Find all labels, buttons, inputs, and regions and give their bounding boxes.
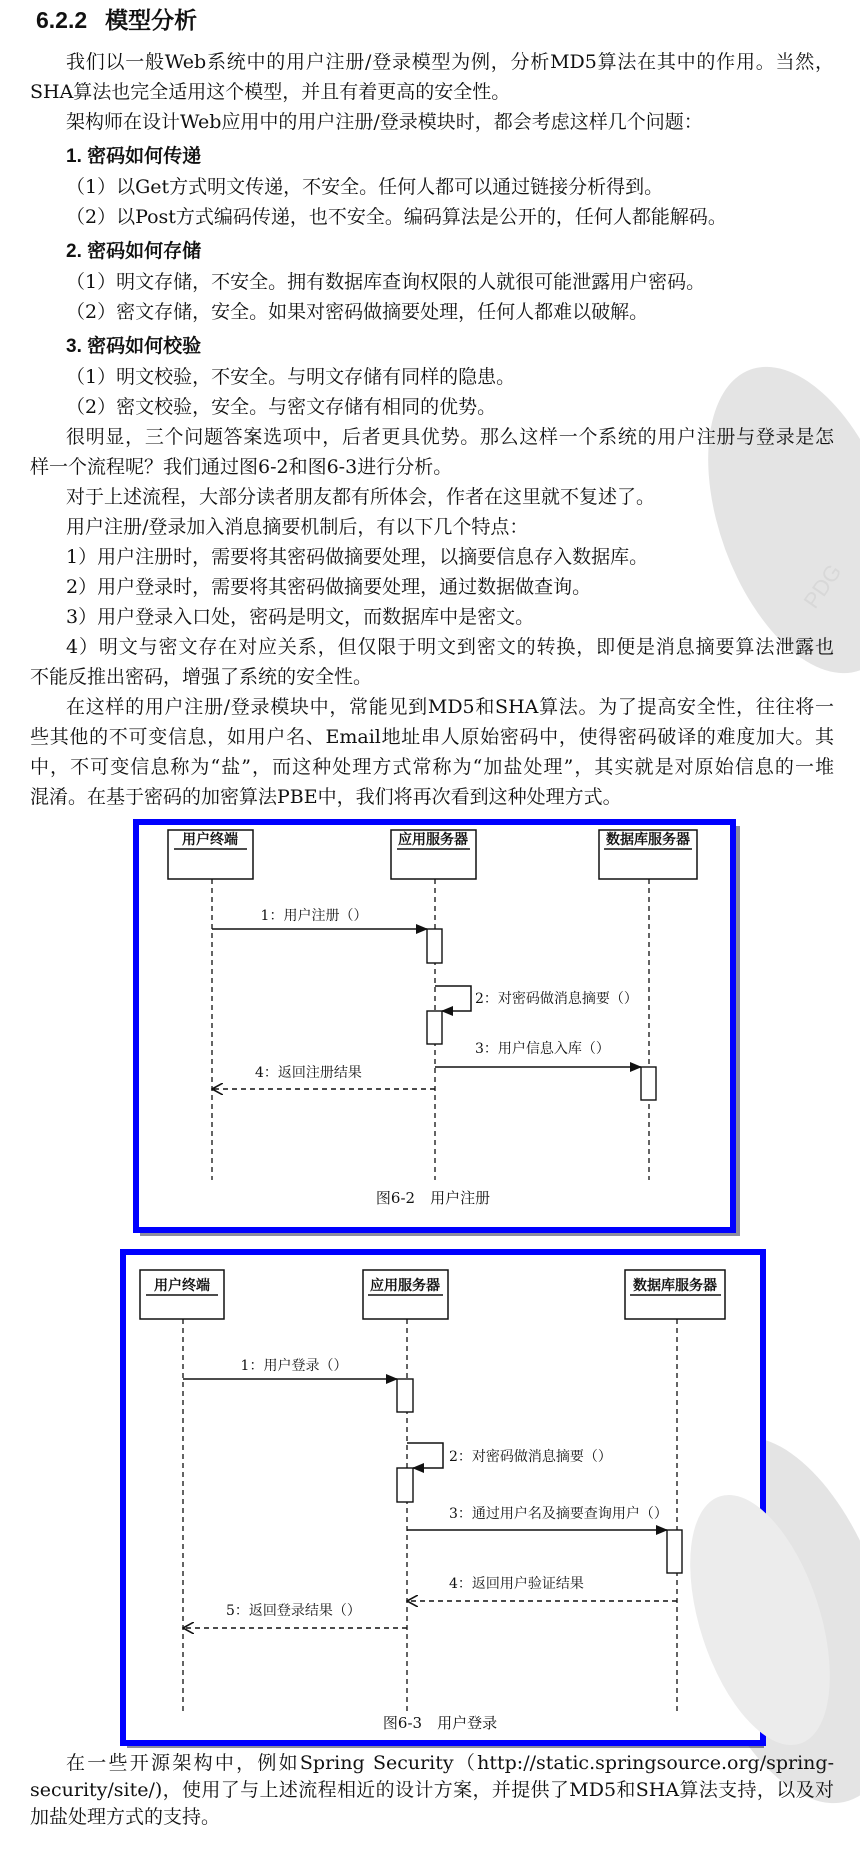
activation-bar	[397, 1468, 413, 1502]
message-label: 2：对密码做消息摘要（）	[449, 1449, 612, 1465]
figure-caption: 图6-3 用户登录	[382, 1714, 498, 1732]
message-label: 4：返回注册结果	[255, 1065, 362, 1081]
paragraph-line: 3）用户登录入口处，密码是明文，而数据库中是密文。	[66, 606, 535, 628]
message-label: 3：通过用户名及摘要查询用户（）	[449, 1506, 668, 1522]
paragraph-line: 1）用户注册时，需要将其密码做摘要处理，以摘要信息存入数据库。	[66, 546, 649, 568]
paragraph-line: 样一个流程呢？我们通过图6-2和图6-3进行分析。	[30, 456, 453, 478]
subheading: 3. 密码如何校验	[66, 336, 202, 357]
paragraph-line: SHA算法也完全适用这个模型，并且有着更高的安全性。	[30, 81, 511, 103]
subheading: 1. 密码如何传递	[66, 146, 202, 167]
paragraph-line: 加盐处理方式的支持。	[30, 1806, 221, 1828]
activation-bar	[427, 929, 442, 963]
participant-label: 数据库服务器	[633, 1277, 717, 1293]
watermark-text: PDG	[798, 559, 847, 613]
message-label: 4：返回用户验证结果	[449, 1576, 584, 1592]
participant-label: 数据库服务器	[606, 831, 690, 847]
activation-bar	[427, 1011, 442, 1044]
message-label: 2：对密码做消息摘要（）	[475, 991, 638, 1007]
list-item-line: （1）以Get方式明文传递，不安全。任何人都可以通过链接分析得到。	[66, 176, 664, 198]
message-label: 1：用户登录（）	[240, 1358, 348, 1374]
figure-6-2	[136, 822, 740, 1236]
paragraph-line: 我们以一般Web系统中的用户注册/登录模型为例，分析MD5算法在其中的作用。当然，	[66, 51, 834, 73]
participant-label: 用户终端	[154, 1277, 210, 1293]
paragraph-line: 架构师在设计Web应用中的用户注册/登录模块时，都会考虑这样几个问题：	[66, 111, 703, 133]
paragraph-line: 对于上述流程，大部分读者朋友都有所体会，作者在这里就不复述了。	[66, 486, 656, 508]
paragraph-line: 混淆。在基于密码的加密算法PBE中，我们将再次看到这种处理方式。	[30, 786, 622, 808]
message-label: 5：返回登录结果（）	[226, 1603, 361, 1619]
paragraph-line: 在这样的用户注册/登录模块中，常能见到MD5和SHA算法。为了提高安全性，往往将一	[66, 696, 834, 718]
message-label: 1：用户注册（）	[260, 908, 368, 924]
activation-bar	[641, 1067, 656, 1100]
list-item-line: （1）明文存储，不安全。拥有数据库查询权限的人就很可能泄露用户密码。	[66, 271, 706, 293]
figure-6-3	[123, 1252, 857, 1762]
paragraph-line: 中，不可变信息称为“盐”，而这种处理方式常称为“加盐处理”，其实就是对原始信息的一堆	[30, 756, 834, 778]
participant-label: 用户终端	[182, 831, 238, 847]
activation-bar	[397, 1379, 413, 1412]
list-item-line: （2）密文存储，安全。如果对密码做摘要处理，任何人都难以破解。	[66, 301, 649, 323]
paragraph-line: 4）明文与密文存在对应关系，但仅限于明文到密文的转换，即便是消息摘要算法泄露也	[66, 636, 834, 658]
message-label: 3：用户信息入库（）	[475, 1041, 610, 1057]
paragraph-line: 2）用户登录时，需要将其密码做摘要处理，通过数据做查询。	[66, 576, 592, 598]
paragraph-line: 在一些开源架构中，例如Spring Security（http://static.springsource.org/spring-	[66, 1752, 834, 1774]
paragraph-line: 不能反推出密码，增强了系统的安全性。	[30, 666, 373, 688]
figure-frame	[123, 1252, 763, 1743]
body-text	[30, 47, 834, 812]
activation-bar	[667, 1530, 682, 1573]
section-number: 6.2.2	[36, 7, 88, 33]
paragraph-line: security/site/)，使用了与上述流程相近的设计方案，并提供了MD5和SHA算法支持，以及对	[30, 1779, 834, 1801]
participant-label: 应用服务器	[370, 1277, 440, 1293]
paragraph-line: 用户注册/登录加入消息摘要机制后，有以下几个特点：	[66, 516, 529, 538]
subheading: 2. 密码如何存储	[66, 241, 202, 262]
section-heading	[36, 2, 197, 38]
paragraph-line: 很明显，三个问题答案选项中，后者更具优势。那么这样一个系统的用户注册与登录是怎	[66, 426, 834, 448]
list-item-line: （2）密文校验，安全。与密文存储有相同的优势。	[66, 396, 497, 418]
section-title: 模型分析	[105, 7, 198, 33]
list-item-line: （2）以Post方式编码传递，也不安全。编码算法是公开的，任何人都能解码。	[66, 206, 727, 228]
participant-label: 应用服务器	[398, 831, 468, 847]
paragraph-line: 些其他的不可变信息，如用户名、Email地址串人原始密码中，使得密码破译的难度加大。其	[30, 726, 834, 748]
figure-caption: 图6-2 用户注册	[375, 1189, 491, 1207]
list-item-line: （1）明文校验，不安全。与明文存储有同样的隐患。	[66, 366, 516, 388]
closing-paragraph	[30, 1750, 834, 1831]
